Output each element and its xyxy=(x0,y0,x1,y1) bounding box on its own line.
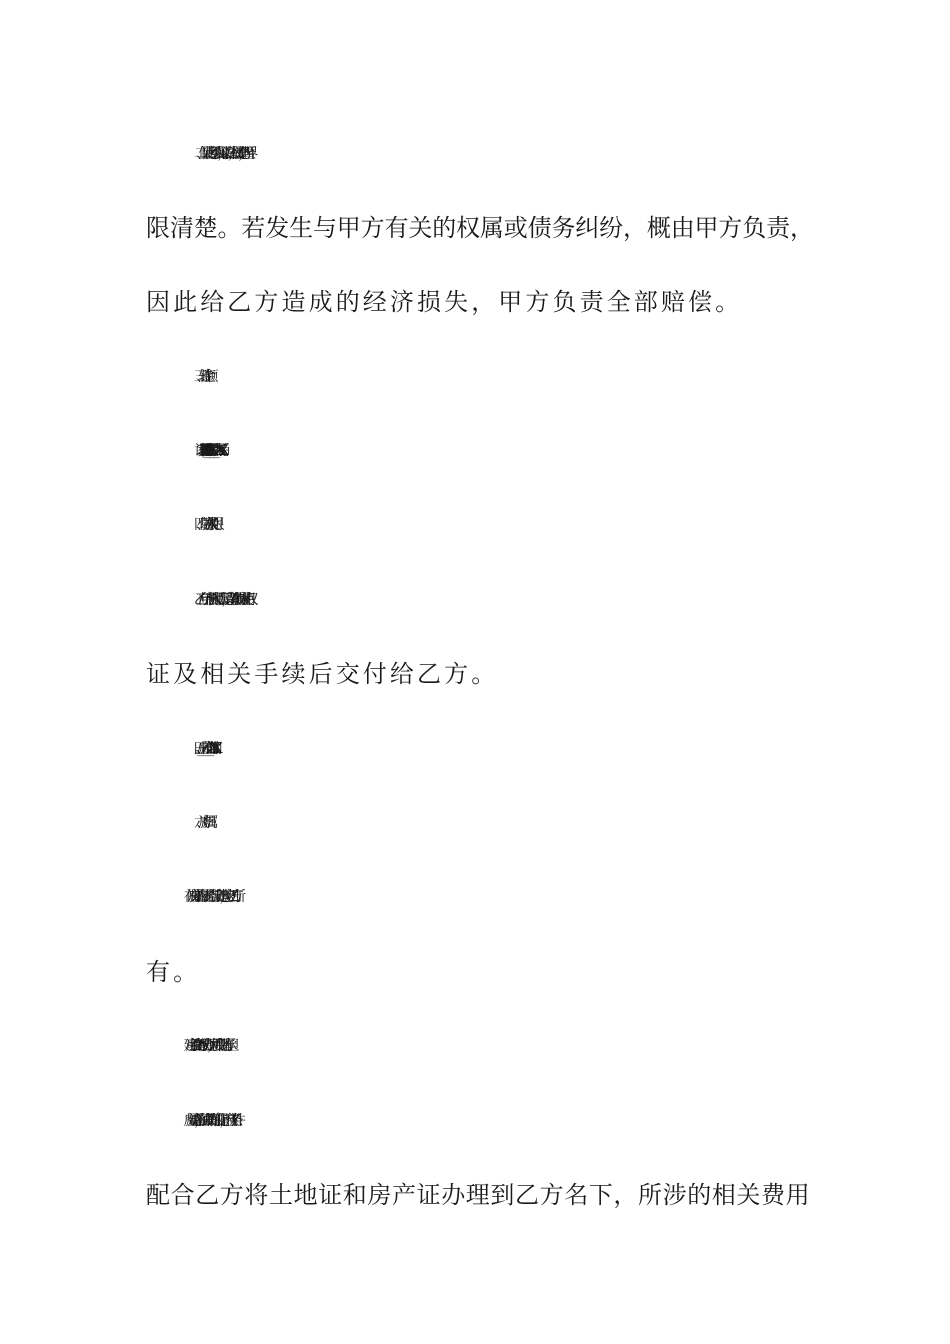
section-heading: 四、付款方式及期限 xyxy=(194,517,213,533)
list-item-line: 1.在该房屋上的房屋由乙方自行出资建造，房产归乙方所 xyxy=(194,889,234,905)
section-heading: 三、转让金额 xyxy=(194,369,207,385)
section-heading: 五、房屋交付时间：XXX___日。 xyxy=(194,741,197,757)
section-heading: 六、房产归属 xyxy=(194,815,207,831)
paragraph-line: 二、保证此房屋手续真实，来源合法，权属清楚，四至界 xyxy=(194,146,247,162)
paragraph-line: 限清楚。若发生与甲方有关的权属或债务纠纷，概由甲方负责， xyxy=(146,214,814,242)
paragraph-line: 乙方向甲方预付人民币贰万元，剩余款在取得房屋使用权 xyxy=(194,592,247,608)
list-item-line: 3.房屋建成后，在法律政策许可的前提下，甲方应无条件 xyxy=(194,1113,234,1129)
paragraph-line: 该宗地的转让价格为人民币XXX___元，大写：XXXXXX元整。 xyxy=(194,443,204,459)
list-item-line: 2.建房手续由甲方配合办理，所涉费用由乙方承担。 xyxy=(194,1038,230,1054)
paragraph-line: 因此给乙方造成的经济损失，甲方负责全部赔偿。 xyxy=(146,288,743,316)
list-item-line: 有。 xyxy=(146,958,201,986)
paragraph-line: 证及相关手续后交付给乙方。 xyxy=(146,660,499,688)
list-item-line: 配合乙方将土地证和房产证办理到乙方名下，所涉的相关费用 xyxy=(146,1181,811,1209)
